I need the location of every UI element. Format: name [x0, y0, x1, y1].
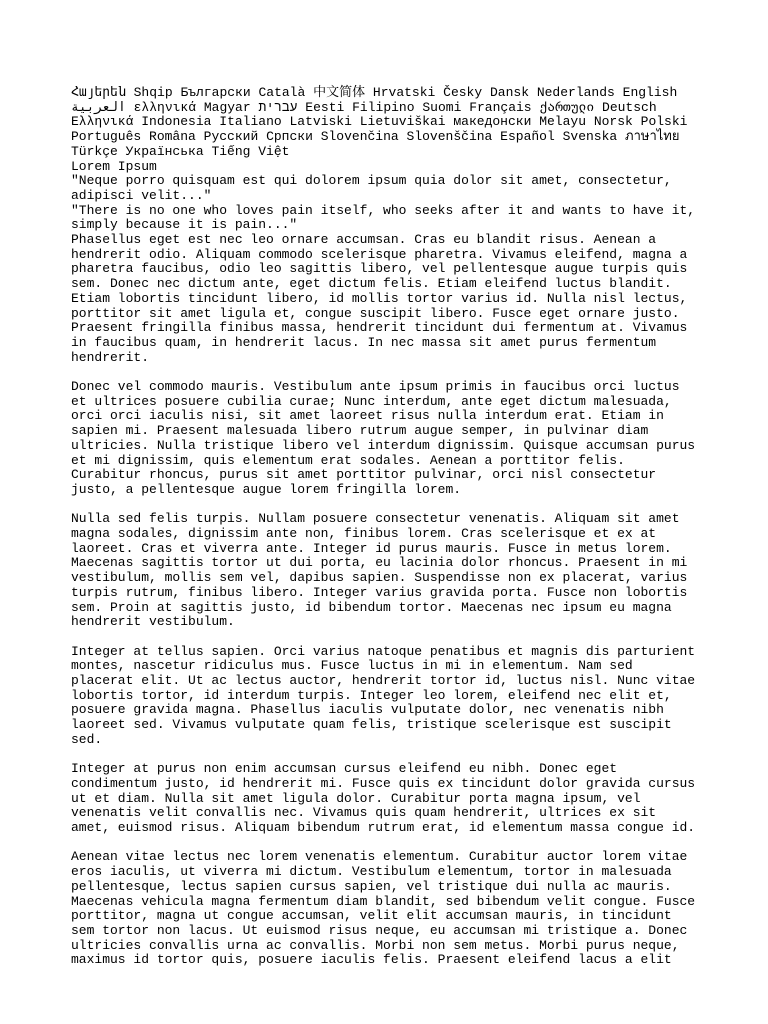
language-link[interactable]: English [622, 85, 678, 100]
language-link[interactable]: Hrvatski [372, 85, 436, 100]
language-link[interactable]: Български [180, 85, 251, 100]
language-link[interactable]: Svenska [562, 129, 618, 145]
language-link[interactable]: Norsk [593, 114, 633, 130]
paragraph: Integer at purus non enim accumsan cursus eleifend eu nibh. Donec eget condimentum justo, id hendrerit mi. Fusce quis ex tincidunt dolor gravida cursus ut et diam. Nulla sit amet ligula dolor. Curabitur porta magna ipsum, vel venenatis velit convallis nec. Vivamus quis quam hendrerit, ultrices ex sit amet, euismod risus. Aliquam bibendum rutrum erat, id elementum massa congue id. [71, 761, 696, 836]
language-bar [71, 86, 699, 160]
language-link[interactable]: Lietuviškai [359, 114, 446, 130]
language-link[interactable]: Suomi [422, 99, 462, 115]
language-link[interactable]: Indonesia [141, 114, 212, 130]
language-link[interactable]: Հայերեն [71, 85, 126, 100]
language-link[interactable]: Slovenščina [406, 129, 493, 145]
language-link[interactable]: Ελληνικά [71, 114, 134, 130]
paragraph: Nulla sed felis turpis. Nullam posuere consectetur venenatis. Aliquam sit amet magna sodales, dignissim ante non, finibus lorem. Cras scelerisque et ex at laoreet. Cras et viverra ante. Integer id purus mauris. Fusce in metus lorem. Maecenas sagittis tortor ut dui porta, eu lacinia dolor rhoncus. Praesent in mi vestibulum, mollis sem vel, dapibus sapien. Suspendisse non ex placerat, varius turpis rutrum, finibus libero. Integer varius gravida porta. Fusce non lobortis sem. Proin at sagittis justo, id bibendum tortor. Maecenas nec ipsum eu magna hendrerit vestibulum. [71, 511, 688, 630]
paragraph: Aenean vitae lectus nec lorem venenatis elementum. Curabitur auctor lorem vitae eros iaculis, ut viverra mi dictum. Vestibulum elementum, tortor in malesuada pellentesque, lectus sapien cursus sapien, vel tristique dui nulla ac mauris. Maecenas vehicula magna fermentum diam blandit, sed bibendum velit congue. Fusce porttitor, magna ut congue accumsan, velit elit accumsan mauris, in tincidunt sem tortor non lacus. Ut euismod risus neque, eu accumsan mi tristique a. Donec ultricies convallis urna ac convallis. Morbi non sem metus. Morbi purus neque, maximus id tortor quis, posuere iaculis felis. Praesent eleifend lacus a elit [71, 849, 696, 968]
language-link[interactable]: Dansk [489, 85, 529, 100]
language-link[interactable]: Pyccкий [203, 129, 259, 145]
language-link[interactable]: Melayu [539, 114, 587, 130]
language-link[interactable]: Italiano [219, 114, 282, 130]
language-link[interactable]: Eesti [305, 99, 345, 115]
language-link[interactable]: Deutsch [602, 99, 657, 115]
language-link[interactable]: Magyar [203, 99, 251, 115]
language-link[interactable]: ქართული [539, 99, 595, 115]
language-link[interactable]: 中文简体 [313, 85, 366, 100]
paragraph: Donec vel commodo mauris. Vestibulum ante ipsum primis in faucibus orci luctus et ultrices posuere cubilia curae; Nunc interdum, ante eget dictum malesuada, orci orci iaculis nisi, sit amet laoreet risus nulla interdum erat. Etiam in sapien mi. Praesent malesuada libero rutrum augue semper, in pulvinar diam ultricies. Nulla tristique libero vel interdum dignissim. Quisque accumsan purus et mi dignissim, quis elementum erat sodales. Aenean a porttitor felis. Curabitur rhoncus, purus sit amet porttitor pulvinar, orci nisl consectetur justo, a pellentesque augue lorem fringilla lorem. [71, 379, 696, 497]
document-content [71, 86, 699, 983]
language-link[interactable]: Türkçe [71, 143, 118, 159]
language-link[interactable]: ภาษาไทย [625, 129, 680, 145]
language-link[interactable]: Tiếng Việt [211, 143, 290, 159]
paragraph: Phasellus eget est nec leo ornare accumsan. Cras eu blandit risus. Aenean a hendrerit odio. Aliquam commodo scelerisque pharetra. Vivamus eleifend, magna a pharetra faucibus, odio leo sagittis libero, vel pellentesque augue turpis quis sem. Donec nec dictum ante, eget dictum felis. Etiam eleifend luctus blandit. Etiam lobortis tincidunt libero, id mollis tortor varius id. Nulla nisl lectus, porttitor sit amet ligula et, congue suscipit libero. Fusce eget ornare justo. Praesent fringilla finibus massa, hendrerit tincidunt dui fermentum at. Vivamus in faucibus quam, in hendrerit lacus. In nec massa sit amet purus fermentum hendrerit. [71, 232, 688, 365]
quote-latin: "Neque porro quisquam est qui dolorem ipsum quia dolor sit amet, consectetur, adipisci velit..." [71, 173, 672, 203]
paragraph: Integer at tellus sapien. Orci varius natoque penatibus et magnis dis parturient montes, nascetur ridiculus mus. Fusce luctus in mi in elementum. Nam sed placerat elit. Ut ac lectus auctor, hendrerit tortor id, luctus nisl. Nunc vitae lobortis tortor, id interdum turpis. Integer leo lorem, eleifend nec elit et, posuere gravida magna. Phasellus iaculis vulputate dolor, nec venenatis nibh laoreet sed. Vivamus vulputate quam felis, tristique scelerisque est suscipit sed. [71, 643, 696, 747]
language-link[interactable]: Català [258, 85, 306, 100]
language-link[interactable]: Česky [443, 85, 483, 100]
language-link[interactable]: Latviski [289, 114, 352, 130]
language-link[interactable]: Nederlands [536, 85, 615, 100]
language-link[interactable]: ελληνικά [133, 99, 197, 115]
language-link[interactable]: Româna [149, 129, 196, 145]
language-link[interactable]: Slovenčina [320, 129, 399, 145]
page-title: Lorem Ipsum [71, 158, 157, 174]
language-link[interactable]: עברית [258, 99, 298, 115]
language-link[interactable]: Français [469, 99, 532, 115]
language-link[interactable]: Shqip [133, 85, 173, 100]
language-link[interactable]: Português [71, 129, 142, 145]
language-link[interactable]: Español [500, 129, 555, 145]
language-link[interactable]: العربية [71, 99, 126, 115]
language-link[interactable]: македонски [453, 114, 532, 130]
language-link[interactable]: Filipino [352, 99, 415, 115]
language-link[interactable]: Українська [125, 143, 204, 159]
quote-english: "There is no one who loves pain itself, who seeks after it and wants to have it, simply because it is pain..." [71, 202, 696, 233]
language-link[interactable]: Српски [266, 129, 313, 145]
language-link[interactable]: Polski [640, 114, 688, 130]
